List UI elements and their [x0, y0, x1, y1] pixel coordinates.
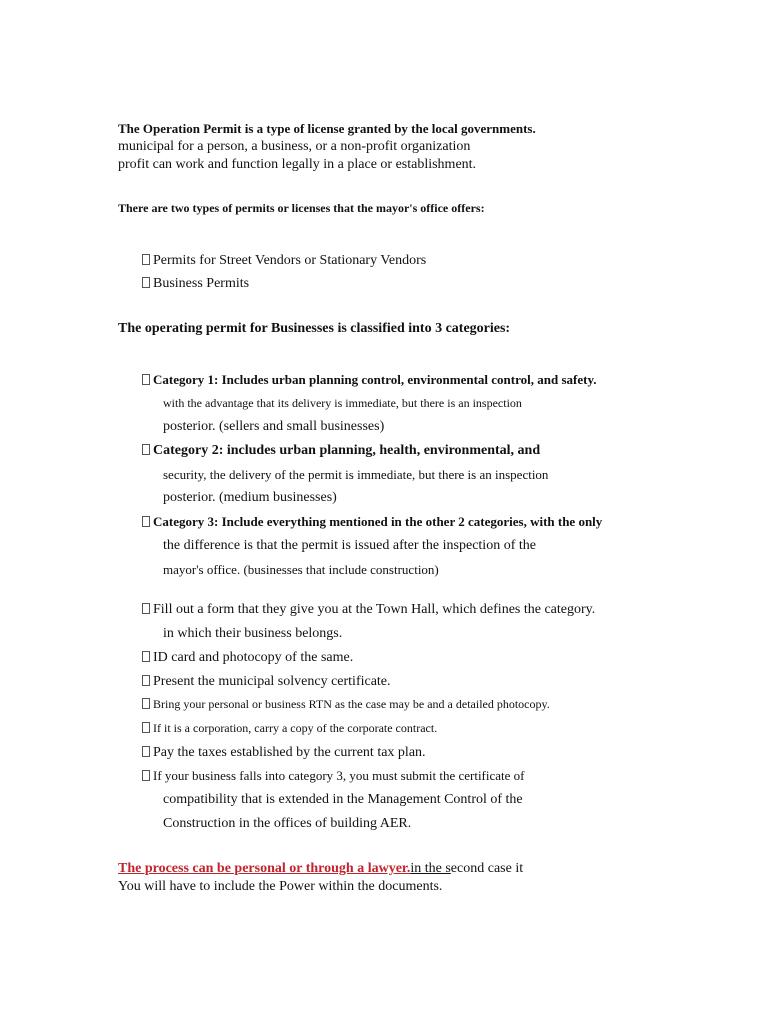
requirement-item: Bring your personal or business RTN as the case may be and a detailed photocopy.: [142, 697, 550, 712]
category-3-line-2: the difference is that the permit is issued after the inspection of the: [163, 538, 536, 553]
closing-line-2: You will have to include the Power within the documents.: [118, 879, 443, 894]
requirement-item: Pay the taxes established by the current tax plan.: [142, 745, 426, 761]
bullet-box-icon: [142, 722, 150, 733]
requirement-item: Present the municipal solvency certificate.: [142, 674, 391, 690]
bullet-box-icon: [142, 277, 150, 288]
categories-heading: The operating permit for Businesses is classified into 3 categories:: [118, 321, 511, 336]
bullet-box-icon: [142, 254, 150, 265]
list-item: Business Permits: [142, 276, 249, 292]
requirement-continuation: in which their business belongs.: [163, 626, 343, 641]
bullet-box-icon: [142, 746, 150, 757]
bullet-box-icon: [142, 675, 150, 686]
bullet-box-icon: [142, 374, 150, 385]
category-2-title: Category 2: includes urban planning, health, environmental, and: [142, 443, 540, 459]
bullet-box-icon: [142, 698, 150, 709]
requirement-item: If it is a corporation, carry a copy of the corporate contract.: [142, 721, 437, 736]
types-heading: There are two types of permits or licenses that the mayor's office offers:: [118, 201, 485, 215]
requirement-item: ID card and photocopy of the same.: [142, 650, 353, 666]
intro-line-2: municipal for a person, a business, or a non-profit organization: [118, 139, 471, 154]
closing-rest-text: econd case it: [450, 861, 524, 876]
category-2-line-3: posterior. (medium businesses): [163, 490, 337, 505]
requirement-item: Fill out a form that they give you at the Town Hall, which defines the category.: [142, 602, 595, 618]
closing-underlined-text: in the s: [410, 861, 451, 876]
category-2-line-2: security, the delivery of the permit is immediate, but there is an inspection: [163, 467, 549, 482]
bullet-box-icon: [142, 516, 150, 527]
requirement-continuation: compatibility that is extended in the Management Control of the: [163, 792, 523, 807]
category-3-line-3: mayor's office. (businesses that include construction): [163, 562, 439, 577]
bullet-box-icon: [142, 651, 150, 662]
requirement-continuation: Construction in the offices of building AER.: [163, 816, 412, 831]
bullet-box-icon: [142, 444, 150, 455]
category-1-line-3: posterior. (sellers and small businesses): [163, 419, 385, 434]
bullet-box-icon: [142, 770, 150, 781]
closing-line-1: [118, 861, 523, 877]
intro-line-3: profit can work and function legally in a place or establishment.: [118, 157, 477, 172]
intro-line-1: The Operation Permit is a type of license granted by the local governments.: [118, 121, 536, 136]
process-note-link[interactable]: The process can be personal or through a lawyer.: [118, 861, 411, 876]
requirement-item: If your business falls into category 3, you must submit the certificate of: [142, 768, 525, 784]
category-1-line-2: with the advantage that its delivery is immediate, but there is an inspection: [163, 396, 522, 410]
list-item: Permits for Street Vendors or Stationary Vendors: [142, 253, 426, 269]
bullet-box-icon: [142, 603, 150, 614]
category-1-title: Category 1: Includes urban planning control, environmental control, and safety.: [142, 372, 596, 388]
category-3-title: Category 3: Include everything mentioned in the other 2 categories, with the only: [142, 514, 602, 530]
